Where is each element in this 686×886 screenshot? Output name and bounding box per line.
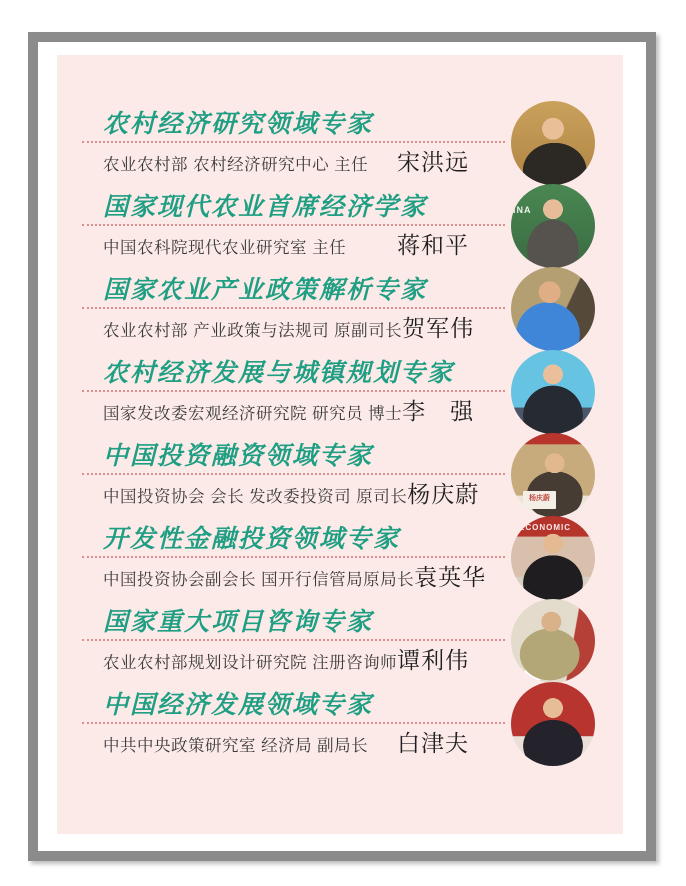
- expert-photo: [511, 516, 595, 600]
- expert-photo: [511, 267, 595, 351]
- photo-placard-text: 杨庆蔚: [523, 491, 556, 509]
- expert-domain-title: 农村经济研究领域专家: [103, 108, 374, 138]
- dotted-divider: [82, 524, 505, 558]
- expert-entry-text: [82, 109, 505, 177]
- expert-domain-title: 国家现代农业首席经济学家: [103, 191, 428, 221]
- expert-entry-text: [82, 275, 505, 343]
- expert-name: 杨庆蔚: [407, 480, 480, 507]
- expert-domain-title: 开发性金融投资领域专家: [103, 523, 401, 553]
- expert-entry: [82, 267, 595, 350]
- dotted-divider: [82, 192, 505, 226]
- expert-name: 蒋和平: [397, 231, 469, 258]
- expert-entry-text: [82, 192, 505, 260]
- expert-subline: [82, 482, 505, 509]
- expert-affiliation: 农业农村部规划设计研究院 注册咨询师: [103, 653, 398, 672]
- expert-subline: [82, 565, 505, 592]
- expert-entry: [82, 433, 595, 516]
- dotted-divider: [82, 607, 505, 641]
- expert-subline: [82, 233, 505, 260]
- expert-affiliation: 农业农村部 农村经济研究中心 主任: [103, 155, 369, 174]
- expert-photo: [511, 433, 595, 517]
- expert-photo: [511, 599, 595, 683]
- expert-affiliation: 中共中央政策研究室 经济局 副局长: [103, 736, 369, 755]
- dotted-divider: [82, 109, 505, 143]
- expert-entry: [82, 101, 595, 184]
- expert-entry-text: [82, 690, 505, 758]
- expert-affiliation: 农业农村部 产业政策与法规司 原副司长: [103, 321, 403, 340]
- expert-affiliation: 中国农科院现代农业研究室 主任: [103, 238, 347, 257]
- dotted-divider: [82, 358, 505, 392]
- expert-entry-text: [82, 524, 505, 592]
- expert-photo: [511, 184, 595, 268]
- expert-name: 宋洪远: [397, 148, 469, 175]
- expert-name: 谭利伟: [397, 646, 470, 673]
- expert-entry-text: [82, 441, 505, 509]
- expert-subline: [82, 648, 505, 675]
- expert-name: 袁英华: [414, 563, 487, 590]
- expert-affiliation: 中国投资协会 会长 发改委投资司 原司长: [103, 487, 408, 506]
- expert-photo: [511, 350, 595, 434]
- poster-page: [57, 55, 623, 834]
- expert-entry: [82, 350, 595, 433]
- expert-domain-title: 国家重大项目咨询专家: [103, 606, 374, 636]
- expert-subline: [82, 316, 505, 343]
- expert-subline: [82, 731, 505, 758]
- expert-domain-title: 农村经济发展与城镇规划专家: [103, 357, 455, 387]
- expert-entry: [82, 682, 595, 765]
- expert-name: 白津夫: [397, 729, 469, 756]
- expert-photo: [511, 682, 595, 766]
- expert-domain-title: 中国投资融资领域专家: [103, 440, 374, 470]
- expert-name: 李 强: [402, 397, 475, 424]
- expert-entry: [82, 599, 595, 682]
- expert-entry-text: [82, 358, 505, 426]
- expert-affiliation: 国家发改委宏观经济研究院 研究员 博士: [103, 404, 403, 423]
- expert-entry: [82, 184, 595, 267]
- photo-overlay-text: ECONOMIC: [519, 522, 571, 532]
- expert-name: 贺军伟: [402, 314, 475, 341]
- expert-entry-text: [82, 607, 505, 675]
- expert-entry: [82, 516, 595, 599]
- dotted-divider: [82, 441, 505, 475]
- expert-photo: [511, 101, 595, 185]
- expert-domain-title: 国家农业产业政策解析专家: [103, 274, 428, 304]
- expert-affiliation: 中国投资协会副会长 国开行信管局原局长: [103, 570, 415, 589]
- dotted-divider: [82, 690, 505, 724]
- poster-frame: [28, 32, 656, 861]
- dotted-divider: [82, 275, 505, 309]
- expert-subline: [82, 150, 505, 177]
- expert-domain-title: 中国经济发展领域专家: [103, 689, 374, 719]
- photo-overlay-text: INA: [513, 204, 532, 215]
- expert-subline: [82, 399, 505, 426]
